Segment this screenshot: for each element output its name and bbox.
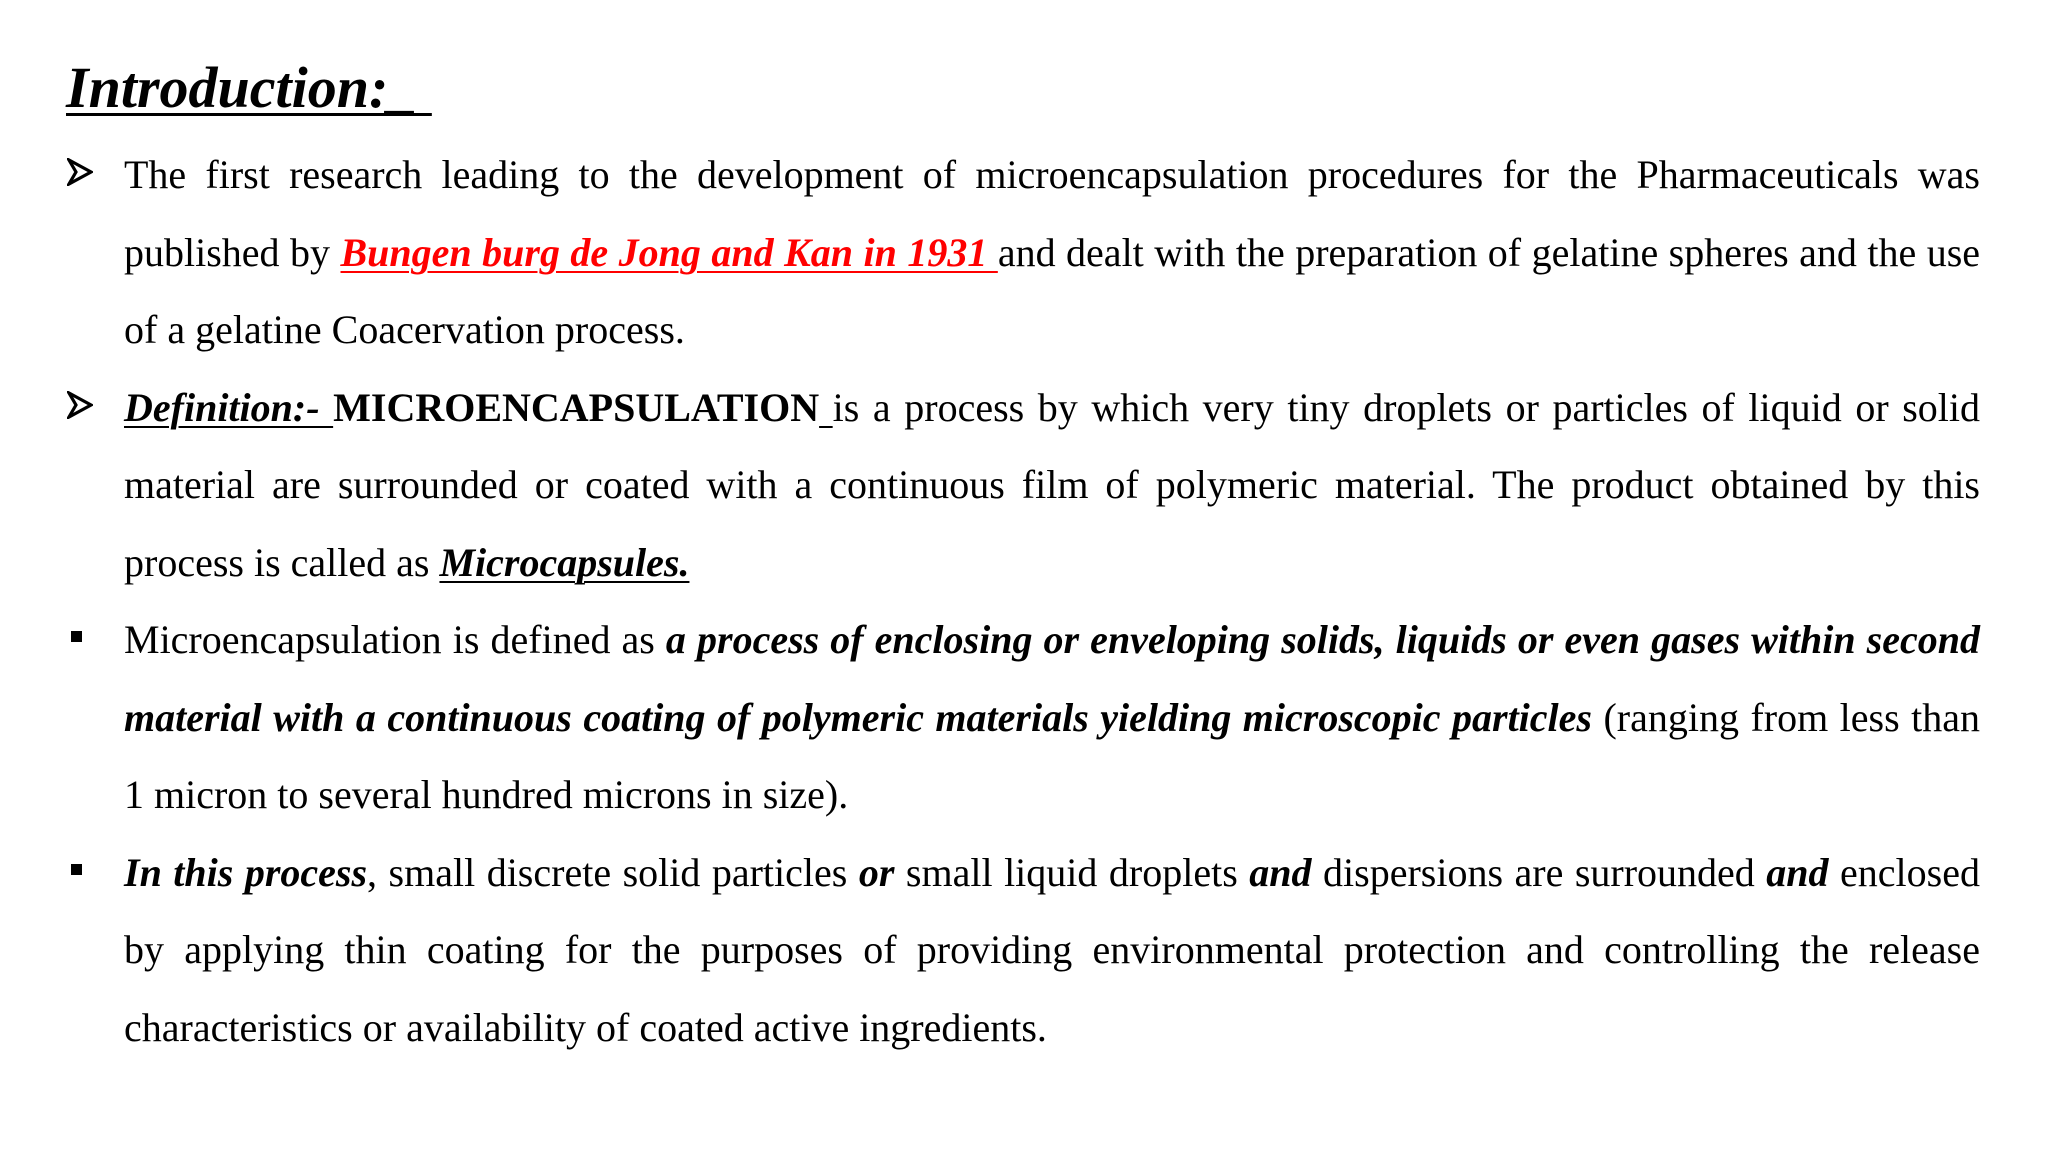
bullet-item-process [124,834,1980,1067]
defined-as-emphasis: a process of enclosing or enveloping solids, liquids or even gases within second material with a continuous coating of polymeric materials yielding microscopic particles [124,617,1980,740]
process-emphasis-and-2: and [1766,849,1829,895]
slide-title: Introduction:_ [66,55,432,120]
bullet-item-history [124,136,1980,369]
history-text-end: and dealt with the preparation of gelatine spheres and the use of a gelatine Coacervation process. [124,229,1981,352]
history-text-start: The first research leading to the development of microencapsulation procedures for the Pharmaceuticals was published by [124,152,1980,275]
bullet-item-definition [124,369,1980,602]
bullet-list [0,136,2048,1066]
definition-label: Definition:- [124,384,334,430]
process-text-4: enclosed by applying thin coating for the purposes of providing environmental protection and controlling the release characteristics or availability of coated active ingredients. [124,849,1980,1050]
process-emphasis-or: or [858,849,895,895]
defined-as-text-end: (ranging from less than 1 micron to several hundred microns in size). [124,694,1980,817]
definition-text: is a process by which very tiny droplets or particles of liquid or solid material are surrounded or coated with a continuous film of polymeric material. The product obtained by this process is called as [124,384,1981,585]
definition-end-term: Microcapsules. [439,539,690,585]
process-lead: In this process [124,849,368,895]
process-text-1: , small discrete solid particles [367,849,859,895]
arrow-bullet-icon [67,369,97,447]
square-bullet-icon [67,834,97,912]
process-emphasis-and-1: and [1249,849,1312,895]
definition-term: MICROENCAPSULATION [333,384,820,430]
bullet-item-defined-as [124,601,1980,834]
process-text-3: dispersions are surrounded [1311,849,1767,895]
definition-term-underline [819,385,833,430]
process-text-2: small liquid droplets [894,849,1250,895]
arrow-bullet-icon [67,136,97,214]
square-bullet-icon [67,601,97,679]
history-citation: Bungen burg de Jong and Kan in 1931 [340,229,998,275]
defined-as-text-start: Microencapsulation is defined as [124,617,666,662]
